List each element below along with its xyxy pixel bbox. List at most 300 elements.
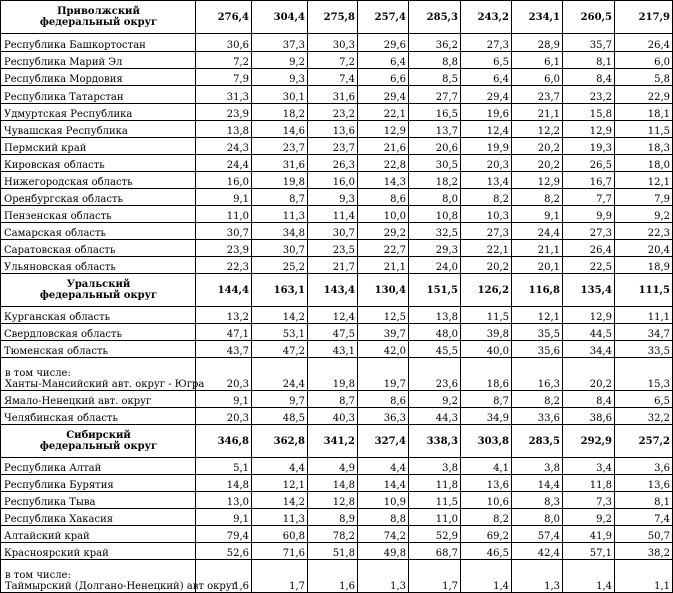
value-cell: 11,5 — [461, 307, 512, 324]
value-cell: 346,8 — [196, 425, 252, 458]
value-cell: 30,6 — [196, 34, 252, 52]
value-cell: 21,1 — [512, 104, 563, 121]
value-cell: 22,3 — [615, 223, 673, 240]
value-cell: 8,7 — [308, 391, 358, 408]
value-cell: 7,3 — [563, 492, 615, 509]
value-cell: 12,1 — [615, 172, 673, 189]
value-cell: 29,2 — [358, 223, 409, 240]
table-row — [1, 391, 673, 408]
value-cell: 20,3 — [196, 358, 252, 391]
table-row — [1, 307, 673, 324]
value-cell: 29,4 — [358, 86, 409, 104]
value-cell: 34,7 — [615, 324, 673, 341]
value-cell: 7,9 — [196, 69, 252, 86]
value-cell: 9,1 — [512, 206, 563, 223]
region-name: Кировская область — [1, 155, 196, 172]
value-cell: 32,5 — [409, 223, 461, 240]
value-cell: 276,4 — [196, 1, 252, 34]
value-cell: 20,4 — [615, 240, 673, 257]
value-cell: 52,6 — [196, 543, 252, 560]
value-cell: 16,3 — [512, 358, 563, 391]
region-name: Курганская область — [1, 307, 196, 324]
value-cell: 15,8 — [563, 104, 615, 121]
value-cell: 22,8 — [358, 155, 409, 172]
value-cell: 8,9 — [308, 509, 358, 526]
value-cell: 6,1 — [512, 52, 563, 69]
value-cell: 116,8 — [512, 274, 563, 307]
value-cell: 14,2 — [252, 307, 308, 324]
value-cell: 163,1 — [252, 274, 308, 307]
value-cell: 8,7 — [252, 189, 308, 206]
region-name: Саратовская область — [1, 240, 196, 257]
value-cell: 23,6 — [409, 358, 461, 391]
value-cell: 6,0 — [512, 69, 563, 86]
value-cell: 257,4 — [358, 1, 409, 34]
table-row — [1, 206, 673, 223]
value-cell: 3,8 — [409, 458, 461, 475]
value-cell: 11,1 — [615, 307, 673, 324]
value-cell: 327,4 — [358, 425, 409, 458]
value-cell: 25,2 — [252, 257, 308, 274]
value-cell: 12,1 — [252, 475, 308, 492]
value-cell: 23,9 — [196, 104, 252, 121]
value-cell: 24,3 — [196, 138, 252, 155]
region-name: Удмуртская Республика — [1, 104, 196, 121]
value-cell: 21,6 — [358, 138, 409, 155]
value-cell: 303,8 — [461, 425, 512, 458]
value-cell: 24,4 — [512, 223, 563, 240]
table-row — [1, 104, 673, 121]
value-cell: 20,2 — [563, 358, 615, 391]
region-name: Ямало-Ненецкий авт. округ — [1, 391, 196, 408]
value-cell: 14,8 — [196, 475, 252, 492]
value-cell: 143,4 — [308, 274, 358, 307]
value-cell: 1,4 — [461, 560, 512, 593]
value-cell: 8,2 — [512, 391, 563, 408]
value-cell: 151,5 — [409, 274, 461, 307]
value-cell: 71,6 — [252, 543, 308, 560]
region-name: Красноярский край — [1, 543, 196, 560]
value-cell: 4,4 — [358, 458, 409, 475]
value-cell: 6,5 — [615, 391, 673, 408]
value-cell: 27,3 — [461, 223, 512, 240]
value-cell: 8,1 — [563, 52, 615, 69]
value-cell: 11,3 — [252, 206, 308, 223]
value-cell: 3,6 — [615, 458, 673, 475]
value-cell: 9,3 — [252, 69, 308, 86]
table-row — [1, 526, 673, 543]
value-cell: 12,4 — [308, 307, 358, 324]
value-cell: 19,6 — [461, 104, 512, 121]
value-cell: 11,5 — [409, 492, 461, 509]
value-cell: 6,5 — [461, 52, 512, 69]
value-cell: 29,6 — [358, 34, 409, 52]
value-cell: 12,9 — [358, 121, 409, 138]
value-cell: 10,8 — [409, 206, 461, 223]
value-cell: 68,7 — [409, 543, 461, 560]
value-cell: 9,2 — [563, 509, 615, 526]
value-cell: 14,4 — [358, 475, 409, 492]
value-cell: 13,0 — [196, 492, 252, 509]
value-cell: 45,5 — [409, 341, 461, 358]
value-cell: 8,6 — [358, 391, 409, 408]
value-cell: 38,2 — [615, 543, 673, 560]
value-cell: 44,3 — [409, 408, 461, 425]
value-cell: 11,5 — [615, 121, 673, 138]
value-cell: 36,2 — [409, 34, 461, 52]
region-name: в том числе: Таймырский (Долгано-Ненецкий) авт округ — [1, 560, 196, 593]
table-row — [1, 189, 673, 206]
region-name: Ульяновская область — [1, 257, 196, 274]
table-row — [1, 172, 673, 189]
value-cell: 31,3 — [196, 86, 252, 104]
value-cell: 11,0 — [196, 206, 252, 223]
value-cell: 13,2 — [196, 307, 252, 324]
value-cell: 10,3 — [461, 206, 512, 223]
value-cell: 14,2 — [252, 492, 308, 509]
table-row — [1, 324, 673, 341]
value-cell: 11,8 — [409, 475, 461, 492]
value-cell: 22,9 — [615, 86, 673, 104]
value-cell: 18,1 — [615, 104, 673, 121]
table-row — [1, 69, 673, 86]
table-row — [1, 458, 673, 475]
district-name: Сибирский федеральный округ — [1, 425, 196, 458]
value-cell: 234,1 — [512, 1, 563, 34]
value-cell: 32,2 — [615, 408, 673, 425]
value-cell: 78,2 — [308, 526, 358, 543]
table-row — [1, 223, 673, 240]
region-name: Республика Тыва — [1, 492, 196, 509]
value-cell: 130,4 — [358, 274, 409, 307]
region-name: Свердловская область — [1, 324, 196, 341]
value-cell: 23,7 — [252, 138, 308, 155]
value-cell: 8,0 — [409, 189, 461, 206]
value-cell: 12,5 — [358, 307, 409, 324]
value-cell: 51,8 — [308, 543, 358, 560]
value-cell: 6,0 — [615, 52, 673, 69]
table-row — [1, 475, 673, 492]
value-cell: 13,6 — [461, 475, 512, 492]
district-name: Приволжский федеральный округ — [1, 1, 196, 34]
value-cell: 74,2 — [358, 526, 409, 543]
value-cell: 292,9 — [563, 425, 615, 458]
value-cell: 23,2 — [563, 86, 615, 104]
value-cell: 37,3 — [252, 34, 308, 52]
value-cell: 1,4 — [563, 560, 615, 593]
value-cell: 33,5 — [615, 341, 673, 358]
value-cell: 22,5 — [563, 257, 615, 274]
value-cell: 20,3 — [461, 155, 512, 172]
district-row — [1, 1, 673, 34]
value-cell: 47,5 — [308, 324, 358, 341]
region-name: Пензенская область — [1, 206, 196, 223]
value-cell: 19,7 — [358, 358, 409, 391]
region-name: Республика Мордовия — [1, 69, 196, 86]
value-cell: 9,7 — [252, 391, 308, 408]
value-cell: 16,7 — [563, 172, 615, 189]
value-cell: 18,2 — [252, 104, 308, 121]
value-cell: 39,7 — [358, 324, 409, 341]
value-cell: 7,7 — [563, 189, 615, 206]
value-cell: 1,7 — [252, 560, 308, 593]
value-cell: 11,4 — [308, 206, 358, 223]
value-cell: 8,2 — [461, 509, 512, 526]
value-cell: 7,4 — [308, 69, 358, 86]
value-cell: 30,7 — [196, 223, 252, 240]
value-cell: 34,8 — [252, 223, 308, 240]
value-cell: 60,8 — [252, 526, 308, 543]
value-cell: 1,3 — [512, 560, 563, 593]
value-cell: 79,4 — [196, 526, 252, 543]
value-cell: 48,5 — [252, 408, 308, 425]
value-cell: 40,0 — [461, 341, 512, 358]
value-cell: 8,1 — [615, 492, 673, 509]
value-cell: 26,4 — [615, 34, 673, 52]
value-cell: 13,7 — [409, 121, 461, 138]
value-cell: 43,1 — [308, 341, 358, 358]
value-cell: 40,3 — [308, 408, 358, 425]
value-cell: 33,6 — [512, 408, 563, 425]
value-cell: 12,8 — [308, 492, 358, 509]
value-cell: 283,5 — [512, 425, 563, 458]
value-cell: 9,2 — [615, 206, 673, 223]
table-row — [1, 509, 673, 526]
value-cell: 21,1 — [358, 257, 409, 274]
value-cell: 6,6 — [358, 69, 409, 86]
value-cell: 338,3 — [409, 425, 461, 458]
value-cell: 9,1 — [196, 391, 252, 408]
region-name: Республика Бурятия — [1, 475, 196, 492]
table-row — [1, 121, 673, 138]
value-cell: 13,6 — [308, 121, 358, 138]
value-cell: 9,1 — [196, 189, 252, 206]
value-cell: 27,3 — [563, 223, 615, 240]
region-name: Республика Татарстан — [1, 86, 196, 104]
value-cell: 26,4 — [563, 240, 615, 257]
value-cell: 362,8 — [252, 425, 308, 458]
value-cell: 28,9 — [512, 34, 563, 52]
value-cell: 16,5 — [409, 104, 461, 121]
value-cell: 22,3 — [196, 257, 252, 274]
value-cell: 13,4 — [461, 172, 512, 189]
value-cell: 20,6 — [409, 138, 461, 155]
district-row — [1, 274, 673, 307]
value-cell: 11,3 — [252, 509, 308, 526]
value-cell: 30,7 — [308, 223, 358, 240]
value-cell: 26,5 — [563, 155, 615, 172]
value-cell: 19,9 — [461, 138, 512, 155]
value-cell: 3,8 — [512, 458, 563, 475]
value-cell: 1,7 — [409, 560, 461, 593]
region-name: Республика Хакасия — [1, 509, 196, 526]
region-name: Челябинская область — [1, 408, 196, 425]
value-cell: 8,8 — [358, 509, 409, 526]
value-cell: 18,6 — [461, 358, 512, 391]
value-cell: 26,3 — [308, 155, 358, 172]
value-cell: 135,4 — [563, 274, 615, 307]
value-cell: 341,2 — [308, 425, 358, 458]
value-cell: 12,9 — [563, 307, 615, 324]
value-cell: 47,2 — [252, 341, 308, 358]
value-cell: 48,0 — [409, 324, 461, 341]
value-cell: 20,2 — [461, 257, 512, 274]
value-cell: 30,3 — [308, 34, 358, 52]
value-cell: 38,6 — [563, 408, 615, 425]
value-cell: 4,9 — [308, 458, 358, 475]
value-cell: 243,2 — [461, 1, 512, 34]
value-cell: 19,8 — [252, 172, 308, 189]
value-cell: 20,1 — [512, 257, 563, 274]
value-cell: 23,7 — [308, 138, 358, 155]
value-cell: 8,4 — [563, 391, 615, 408]
value-cell: 57,1 — [563, 543, 615, 560]
value-cell: 69,2 — [461, 526, 512, 543]
region-name: Тюменская область — [1, 341, 196, 358]
value-cell: 39,8 — [461, 324, 512, 341]
value-cell: 9,9 — [563, 206, 615, 223]
table-row — [1, 560, 673, 593]
table-row — [1, 257, 673, 274]
value-cell: 20,2 — [512, 155, 563, 172]
region-name: Самарская область — [1, 223, 196, 240]
table-row — [1, 240, 673, 257]
value-cell: 31,6 — [252, 155, 308, 172]
value-cell: 20,2 — [512, 138, 563, 155]
value-cell: 24,4 — [252, 358, 308, 391]
value-cell: 7,4 — [615, 509, 673, 526]
value-cell: 22,7 — [358, 240, 409, 257]
table-row — [1, 543, 673, 560]
value-cell: 29,3 — [409, 240, 461, 257]
value-cell: 304,4 — [252, 1, 308, 34]
value-cell: 23,9 — [196, 240, 252, 257]
district-row — [1, 425, 673, 458]
region-name: Оренбургская область — [1, 189, 196, 206]
value-cell: 30,7 — [252, 240, 308, 257]
value-cell: 1,6 — [308, 560, 358, 593]
value-cell: 8,2 — [512, 189, 563, 206]
value-cell: 35,6 — [512, 341, 563, 358]
value-cell: 8,8 — [409, 52, 461, 69]
region-name: Алтайский край — [1, 526, 196, 543]
table-row — [1, 34, 673, 52]
region-name: Республика Алтай — [1, 458, 196, 475]
value-cell: 18,3 — [615, 138, 673, 155]
value-cell: 13,8 — [196, 121, 252, 138]
value-cell: 35,7 — [563, 34, 615, 52]
value-cell: 3,4 — [563, 458, 615, 475]
table-row — [1, 52, 673, 69]
value-cell: 16,0 — [308, 172, 358, 189]
value-cell: 19,8 — [308, 358, 358, 391]
table-row — [1, 408, 673, 425]
table-row — [1, 341, 673, 358]
value-cell: 21,7 — [308, 257, 358, 274]
value-cell: 217,9 — [615, 1, 673, 34]
value-cell: 257,2 — [615, 425, 673, 458]
value-cell: 8,7 — [461, 391, 512, 408]
region-name: Чувашская Республика — [1, 121, 196, 138]
value-cell: 22,1 — [461, 240, 512, 257]
value-cell: 4,4 — [252, 458, 308, 475]
table-row — [1, 358, 673, 391]
region-name: Пермский край — [1, 138, 196, 155]
value-cell: 8,0 — [512, 509, 563, 526]
value-cell: 42,4 — [512, 543, 563, 560]
value-cell: 10,6 — [461, 492, 512, 509]
value-cell: 24,4 — [196, 155, 252, 172]
value-cell: 15,3 — [615, 358, 673, 391]
value-cell: 23,7 — [512, 86, 563, 104]
value-cell: 53,1 — [252, 324, 308, 341]
value-cell: 8,4 — [563, 69, 615, 86]
value-cell: 144,4 — [196, 274, 252, 307]
value-cell: 1,1 — [615, 560, 673, 593]
value-cell: 49,8 — [358, 543, 409, 560]
value-cell: 7,2 — [308, 52, 358, 69]
value-cell: 10,0 — [358, 206, 409, 223]
region-name: в том числе: Ханты-Мансийский авт. округ - Югра — [1, 358, 196, 391]
value-cell: 46,5 — [461, 543, 512, 560]
value-cell: 19,3 — [563, 138, 615, 155]
value-cell: 12,1 — [512, 307, 563, 324]
value-cell: 30,1 — [252, 86, 308, 104]
value-cell: 9,2 — [409, 391, 461, 408]
value-cell: 27,7 — [409, 86, 461, 104]
value-cell: 18,0 — [615, 155, 673, 172]
value-cell: 8,3 — [512, 492, 563, 509]
value-cell: 8,2 — [461, 189, 512, 206]
value-cell: 285,3 — [409, 1, 461, 34]
value-cell: 35,5 — [512, 324, 563, 341]
table-row — [1, 492, 673, 509]
value-cell: 23,5 — [308, 240, 358, 257]
value-cell: 50,7 — [615, 526, 673, 543]
value-cell: 57,4 — [512, 526, 563, 543]
value-cell: 14,8 — [308, 475, 358, 492]
value-cell: 9,1 — [196, 509, 252, 526]
value-cell: 111,5 — [615, 274, 673, 307]
table-row — [1, 155, 673, 172]
value-cell: 9,3 — [308, 189, 358, 206]
value-cell: 5,1 — [196, 458, 252, 475]
value-cell: 275,8 — [308, 1, 358, 34]
value-cell: 7,9 — [615, 189, 673, 206]
value-cell: 8,6 — [358, 189, 409, 206]
table-row — [1, 138, 673, 155]
value-cell: 44,5 — [563, 324, 615, 341]
value-cell: 12,9 — [512, 172, 563, 189]
value-cell: 13,8 — [409, 307, 461, 324]
value-cell: 42,0 — [358, 341, 409, 358]
value-cell: 43,7 — [196, 341, 252, 358]
value-cell: 11,0 — [409, 509, 461, 526]
value-cell: 12,4 — [461, 121, 512, 138]
value-cell: 8,5 — [409, 69, 461, 86]
value-cell: 31,6 — [308, 86, 358, 104]
value-cell: 5,8 — [615, 69, 673, 86]
value-cell: 27,3 — [461, 34, 512, 52]
value-cell: 24,0 — [409, 257, 461, 274]
value-cell: 29,4 — [461, 86, 512, 104]
value-cell: 1,6 — [196, 560, 252, 593]
region-name: Нижегородская область — [1, 172, 196, 189]
value-cell: 6,4 — [358, 52, 409, 69]
value-cell: 52,9 — [409, 526, 461, 543]
value-cell: 9,2 — [252, 52, 308, 69]
value-cell: 22,1 — [358, 104, 409, 121]
